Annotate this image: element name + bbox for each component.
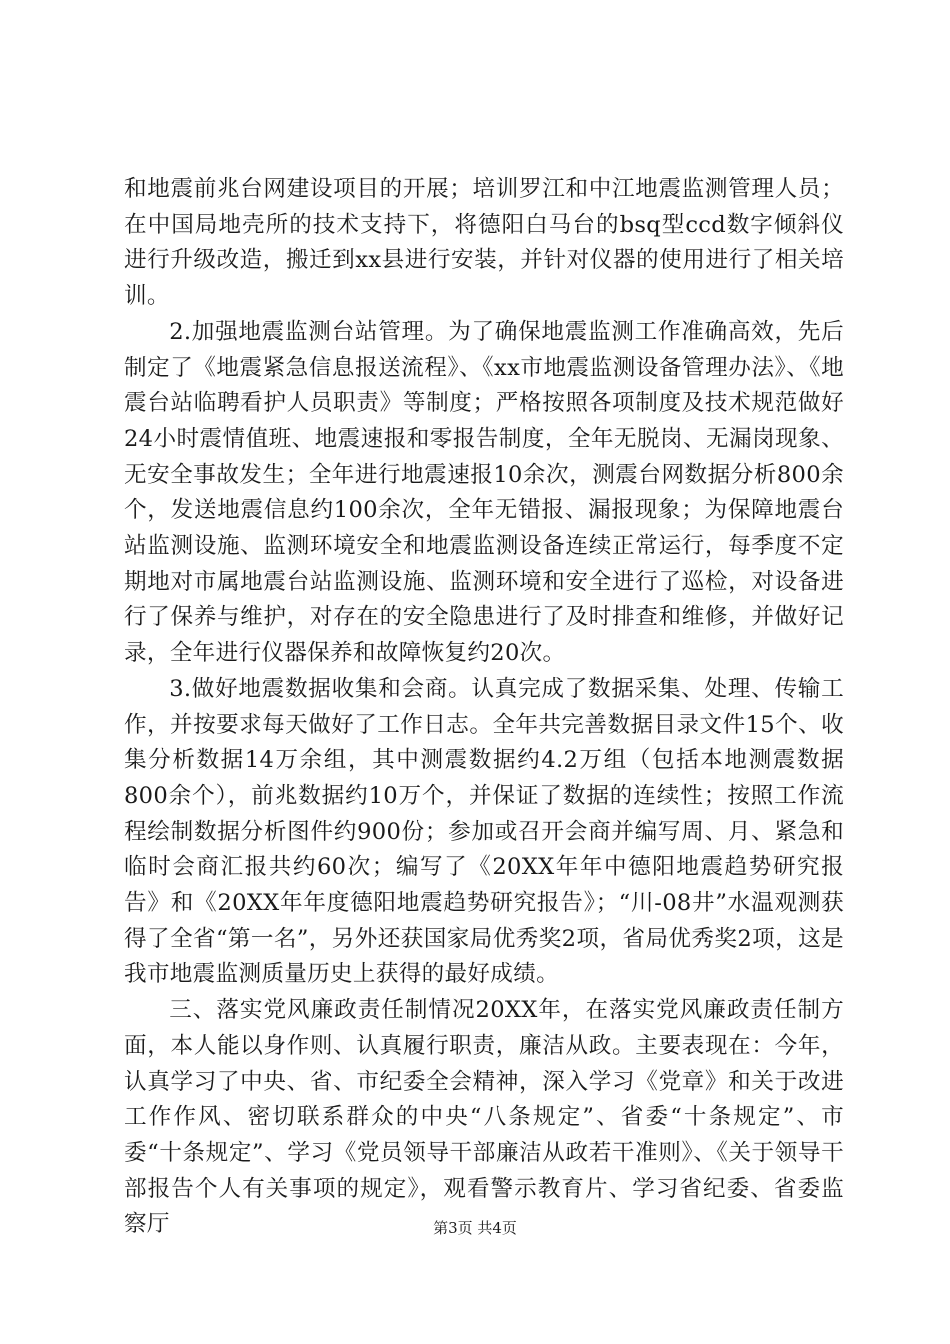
page-number: 第3页 共4页 <box>433 1219 517 1237</box>
paragraph-station-management: 2.加强地震监测台站管理。为了确保地震监测工作准确高效，先后制定了《地震紧急信息报送流程》、《xx市地震监测设备管理办法》、《地震台站临聘看护人员职责》等制度；严格按照各项制度及技术规范做好24小时震情值班、地震速报和零报告制度，全年无脱岗、无漏岗现象、无安全事故发生；全年进行地震速报10余次，测震台网数据分析800余个，发送地震信息约100余次，全年无错报、漏报现象；为保障地震台站监测设施、监测环境安全和地震监测设备连续正常运行，每季度不定期地对市属地震台站监测设施、监测环境和安全进行了巡检，对设备进行了保养与维护，对存在的安全隐患进行了及时排查和维修，并做好记录，全年进行仪器保养和故障恢复约20次。 <box>124 318 844 667</box>
document-body <box>124 172 844 1243</box>
page-footer <box>0 1217 950 1238</box>
paragraph-continuation: 和地震前兆台网建设项目的开展；培训罗江和中江地震监测管理人员；在中国局地壳所的技术支持下，将德阳白马台的bsq型ccd数字倾斜仪进行升级改造，搬迁到xx县进行安装，并针对仪器的使用进行了相关培训。 <box>124 176 844 310</box>
paragraph-data-collection: 3.做好地震数据收集和会商。认真完成了数据采集、处理、传输工作，并按要求每天做好了工作日志。全年共完善数据目录文件15个、收集分析数据14万余组，其中测震数据约4.2万组（包括本地测震数据800余个），前兆数据约10万个，并保证了数据的连续性；按照工作流程绘制数据分析图件约900份；参加或召开会商并编写周、月、紧急和临时会商汇报共约60次；编写了《20XX年年中德阳地震趋势研究报告》和《20XX年年度德阳地震趋势研究报告》；“川-08井”水温观测获得了全省“第一名”，另外还获国家局优秀奖2项，省局优秀奖2项，这是我市地震监测质量历史上获得的最好成绩。 <box>124 675 844 988</box>
paragraph-party-conduct: 三、落实党风廉政责任制情况20XX年，在落实党风廉政责任制方面，本人能以身作则、认真履行职责，廉洁从政。主要表现在：今年，认真学习了中央、省、市纪委全会精神，深入学习《党章》和关于改进工作作风、密切联系群众的中央“八条规定”、省委“十条规定”、市委“十条规定”、学习《党员领导干部廉洁从政若干准则》、《关于领导干部报告个人有关事项的规定》，观看警示教育片、学习省纪委、省委监察厅 <box>124 997 844 1238</box>
